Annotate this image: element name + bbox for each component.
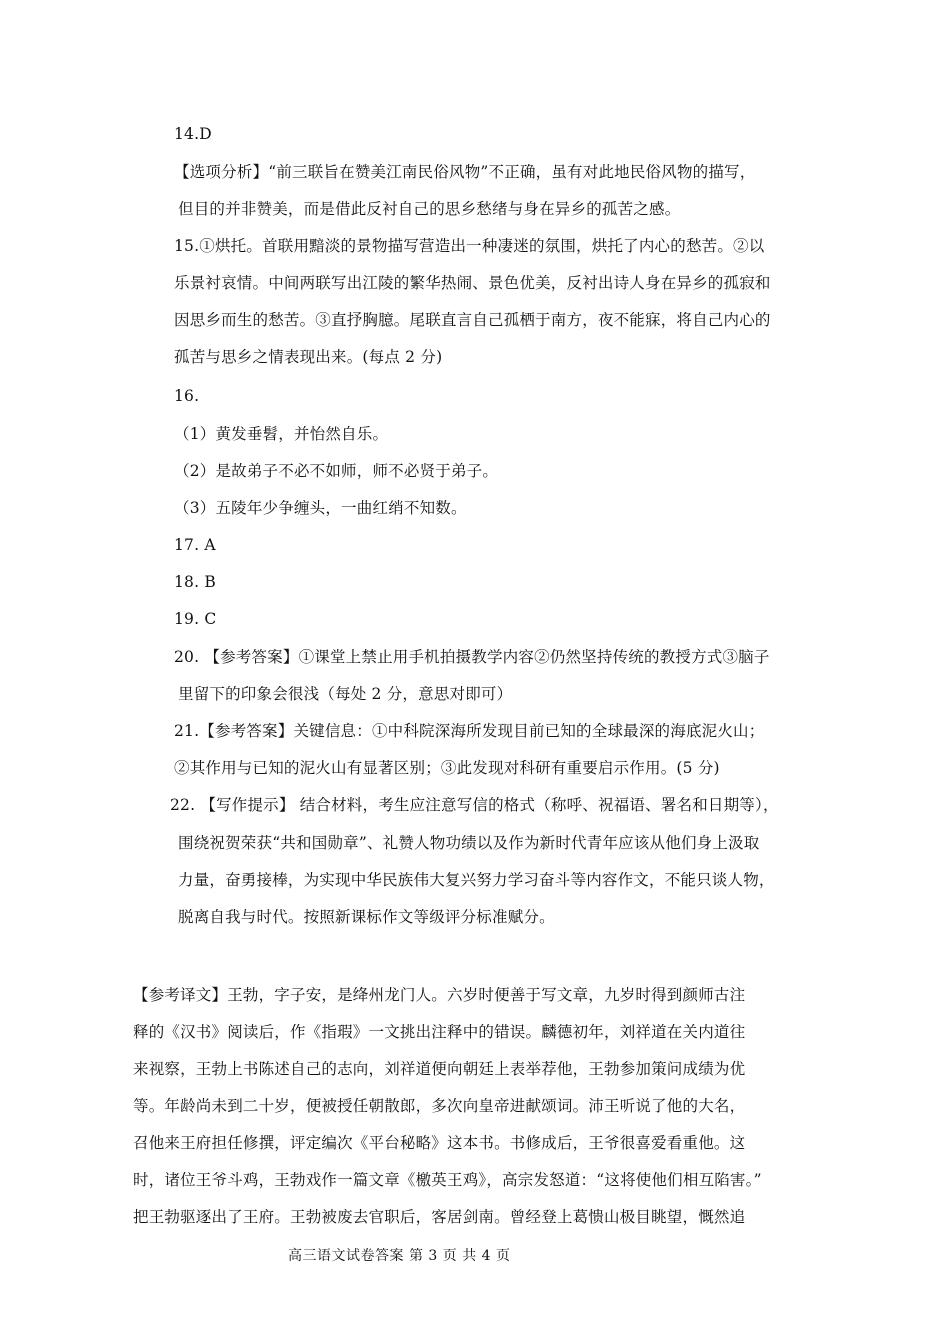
answer-17: 17. A: [174, 536, 216, 554]
answer-16-number: 16.: [174, 387, 200, 405]
answer-16-item-1: （1）黄发垂髫，并怡然自乐。: [174, 425, 389, 443]
answer-14-analysis-line-2: 但目的并非赞美，而是借此反衬自己的思乡愁绪与身在异乡的孤苦之感。: [178, 200, 681, 218]
answer-21-line-1: 21.【参考答案】关键信息：①中科院深海所发现目前已知的全球最深的海底泥火山；: [174, 722, 765, 740]
answer-15-line-4: 孤苦与思乡之情表现出来。(每点 2 分): [174, 348, 443, 366]
answer-22-line-4: 脱离自我与时代。按照新课标作文等级评分标准赋分。: [178, 908, 555, 926]
answer-20-line-1: 20. 【参考答案】①课堂上禁止用手机拍摄教学内容②仍然坚持传统的教授方式③脑子: [174, 648, 770, 666]
answer-18: 18. B: [174, 573, 216, 591]
answer-22-line-1: 22. 【写作提示】 结合材料，考生应注意写信的格式（称呼、祝福语、署名和日期等），: [170, 796, 779, 814]
answer-15-line-1: 15.①烘托。首联用黯淡的景物描写营造出一种凄迷的氛围，烘托了内心的愁苦。②以: [174, 237, 765, 255]
translation-line-1: 【参考译文】王勃，字子安，是绛州龙门人。六岁时便善于写文章，九岁时得到颜师古注: [133, 986, 746, 1004]
answer-19: 19. C: [174, 610, 217, 628]
answer-16-item-2: （2）是故弟子不必不如师，师不必贤于弟子。: [174, 462, 499, 480]
answer-15-line-2: 乐景衬哀情。中间两联写出江陵的繁华热闹、景色优美，反衬出诗人身在异乡的孤寂和: [174, 274, 771, 292]
page-footer: 高三语文试卷答案 第 3 页 共 4 页: [288, 1248, 511, 1264]
answer-15-line-3: 因思乡而生的愁苦。③直抒胸臆。尾联直言自己孤栖于南方，夜不能寐，将自己内心的: [174, 311, 771, 329]
translation-line-7: 把王勃驱逐出了王府。王勃被废去官职后，客居剑南。曾经登上葛愦山极目眺望，慨然追: [133, 1208, 746, 1226]
translation-line-3: 来视察，王勃上书陈述自己的志向，刘祥道便向朝廷上表举荐他，王勃参加策问成绩为优: [133, 1060, 746, 1078]
translation-line-2: 释的《汉书》阅读后，作《指瑕》一文挑出注释中的错误。麟德初年，刘祥道在关内道往: [133, 1023, 746, 1041]
answer-21-line-2: ②其作用与已知的泥火山有显著区别；③此发现对科研有重要启示作用。(5 分): [174, 759, 720, 777]
translation-line-4: 等。年龄尚未到二十岁，便被授任朝散郎，多次向皇帝进献颂词。沛王听说了他的大名，: [133, 1097, 746, 1115]
answer-20-line-2: 里留下的印象会很浅（每处 2 分，意思对即可）: [178, 685, 513, 703]
answer-22-line-3: 力量，奋勇接棒，为实现中华民族伟大复兴努力学习奋斗等内容作文，不能只谈人物，: [178, 871, 775, 889]
translation-line-6: 时，诸位王爷斗鸡，王勃戏作一篇文章《檄英王鸡》，高宗发怒道：“这将使他们相互陷害。”: [133, 1171, 762, 1189]
answer-16-item-3: （3）五陵年少争缠头，一曲红绡不知数。: [174, 499, 467, 517]
translation-line-5: 召他来王府担任修撰，评定编次《平台秘略》这本书。书修成后，王爷很喜爱看重他。这: [133, 1134, 746, 1152]
answer-14-analysis-line-1: 【选项分析】“前三联旨在赞美江南民俗风物”不正确，虽有对此地民俗风物的描写，: [174, 163, 756, 181]
answer-14-number: 14.D: [174, 125, 212, 143]
answer-22-line-2: 围绕祝贺荣获“共和国勋章”、礼赞人物功绩以及作为新时代青年应该从他们身上汲取: [178, 834, 760, 852]
